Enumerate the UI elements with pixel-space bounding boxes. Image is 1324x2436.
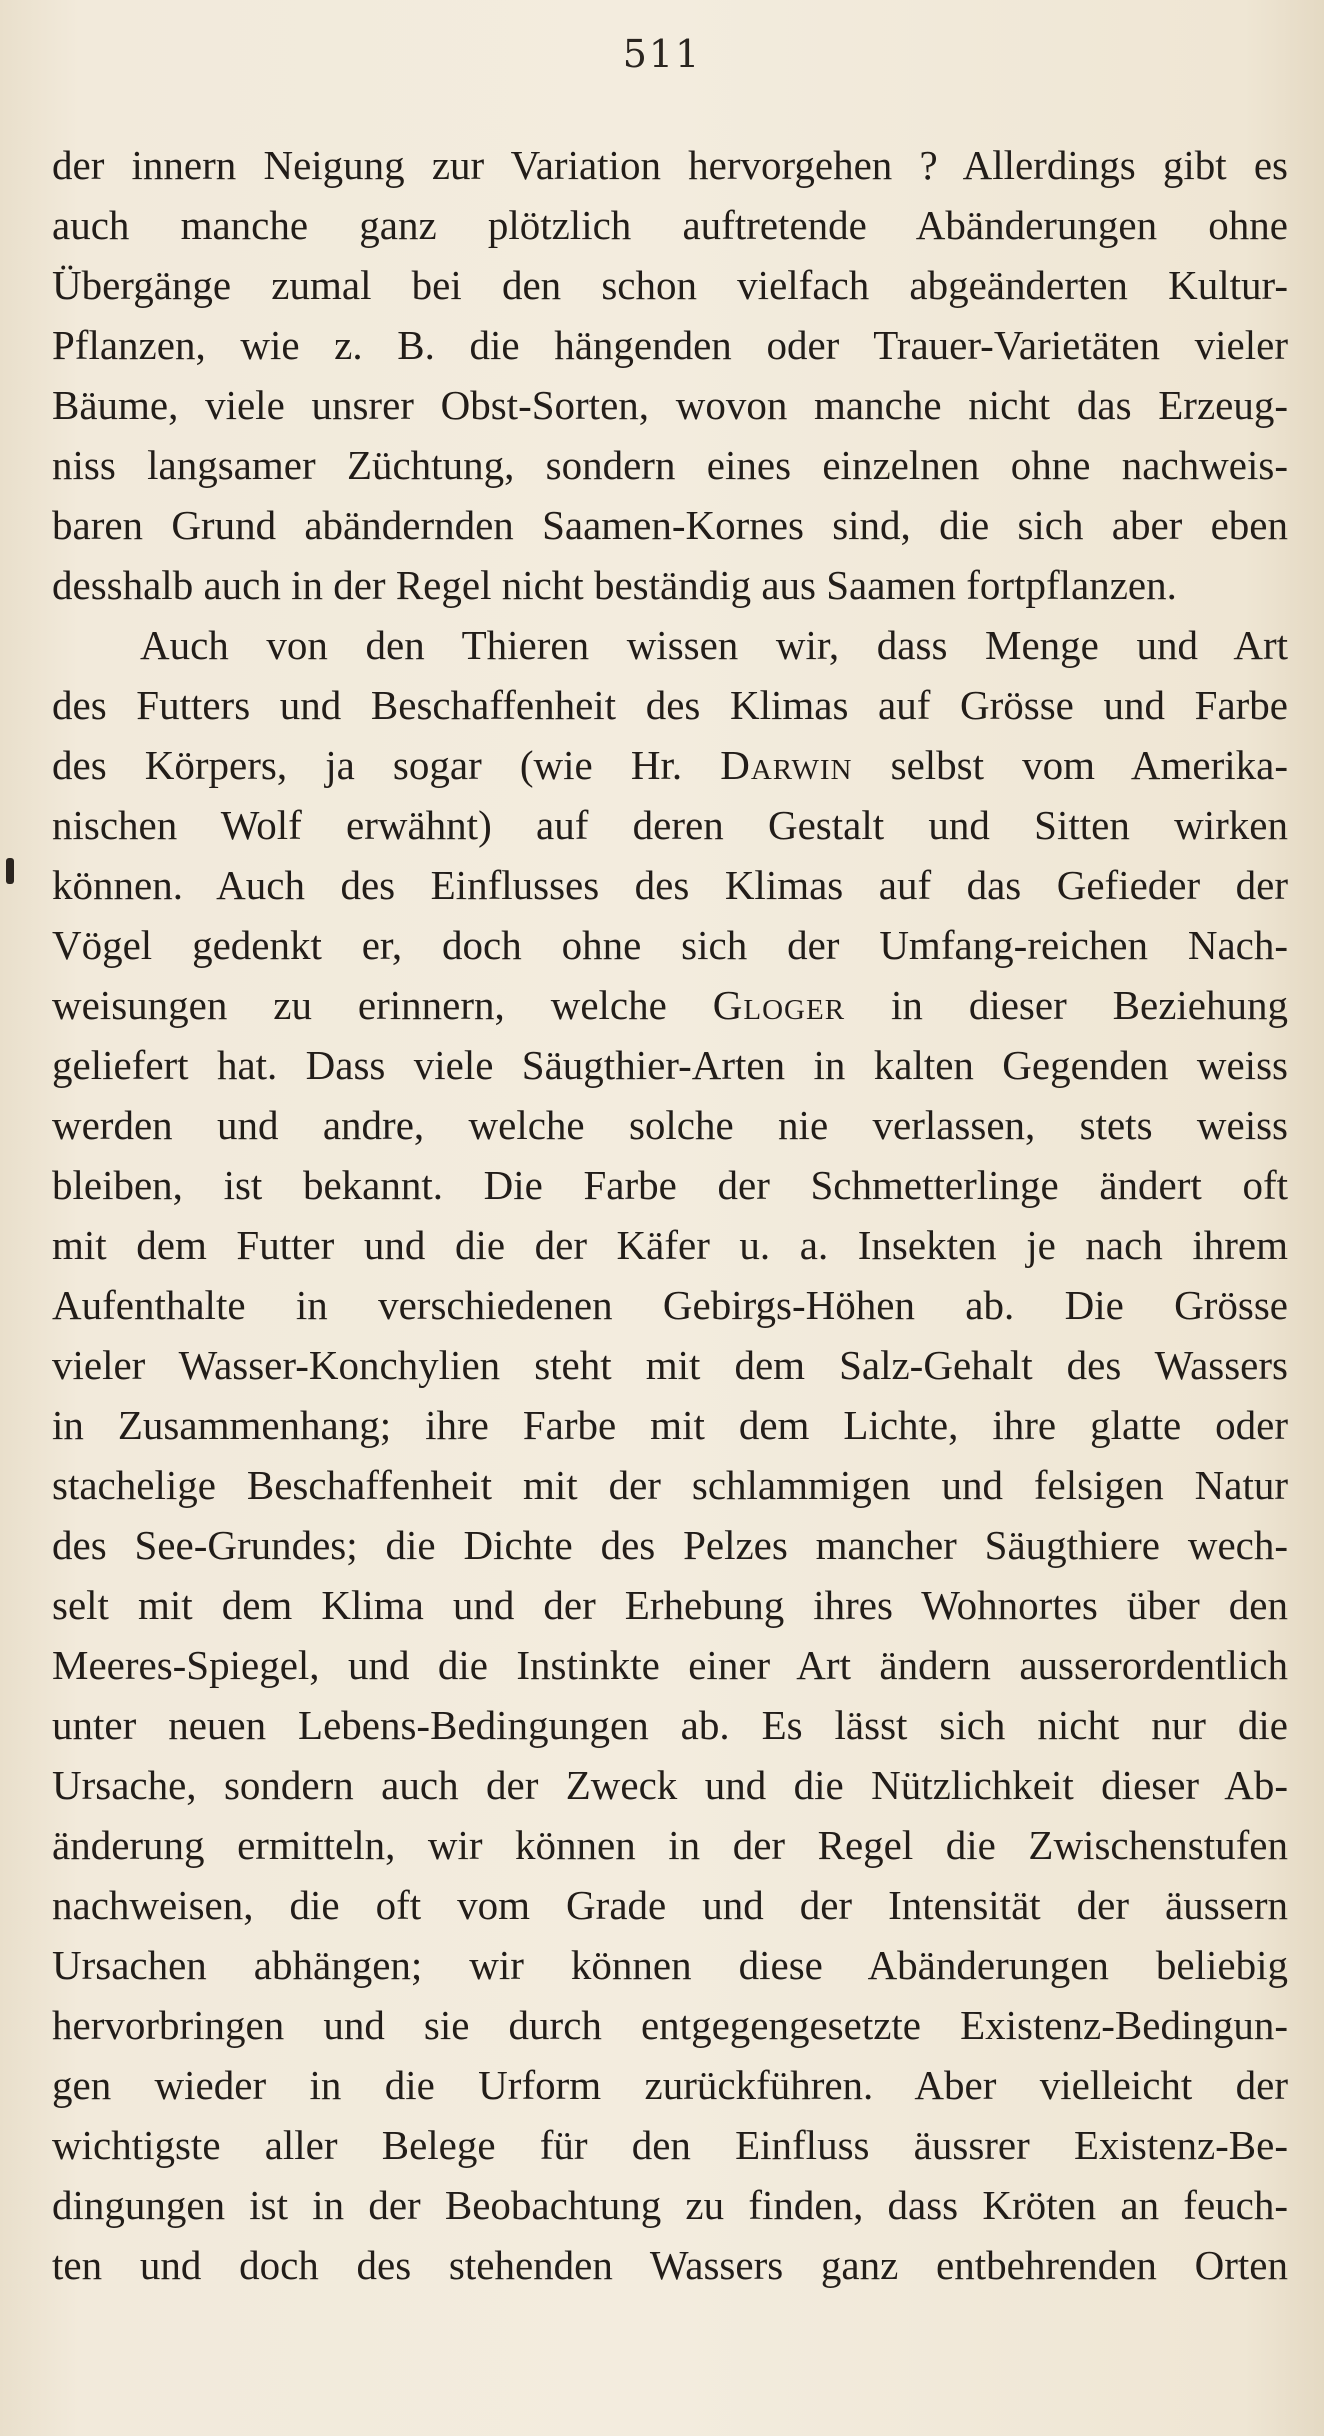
text-line-17: werden und andre, welche solche nie verlassen, stets weiss	[52, 1102, 1288, 1148]
text-line-7: baren Grund abändernden Saamen-Kornes sind, die sich aber eben	[52, 502, 1288, 548]
text-line-10: des Futters und Beschaffenheit des Klimas auf Grösse und Farbe	[52, 682, 1288, 728]
text-line-22: in Zusammenhang; ihre Farbe mit dem Lichte, ihre glatte oder	[52, 1402, 1288, 1448]
text-line-2: auch manche ganz plötzlich auftretende Abänderungen ohne	[52, 202, 1288, 248]
text-line-9: Auch von den Thieren wissen wir, dass Menge und Art	[140, 622, 1288, 668]
text-line-35: dingungen ist in der Beobachtung zu finden, dass Kröten an feuch-	[52, 2182, 1288, 2228]
text-line-11-start: des Körpers, ja sogar (wie Hr.	[52, 742, 721, 788]
text-line-27: unter neuen Lebens-Bedingungen ab. Es lässt sich nicht nur die	[52, 1702, 1288, 1748]
text-line-12: nischen Wolf erwähnt) auf deren Gestalt und Sitten wirken	[52, 802, 1288, 848]
text-line-4: Pflanzen, wie z. B. die hängenden oder Trauer-Varietäten vieler	[52, 322, 1288, 368]
text-line-21: vieler Wasser-Konchylien steht mit dem Salz-Gehalt des Wassers	[52, 1342, 1288, 1388]
text-line-31: Ursachen abhängen; wir können diese Abänderungen beliebig	[52, 1942, 1288, 1988]
text-line-29: änderung ermitteln, wir können in der Regel die Zwischenstufen	[52, 1822, 1288, 1868]
author-name-darwin: Darwin	[720, 742, 853, 788]
text-line-8: desshalb auch in der Regel nicht beständig aus Saamen fortpflanzen.	[52, 562, 1177, 608]
text-line-15-start: weisungen zu erinnern, welche	[52, 982, 713, 1028]
text-line-1: der innern Neigung zur Variation hervorgehen ? Allerdings gibt es	[52, 142, 1288, 188]
text-line-14: Vögel gedenkt er, doch ohne sich der Umfang-reichen Nach-	[52, 922, 1288, 968]
text-line-23: stachelige Beschaffenheit mit der schlammigen und felsigen Natur	[52, 1462, 1288, 1508]
page-number: 511	[622, 32, 702, 76]
text-line-20: Aufenthalte in verschiedenen Gebirgs-Höhen ab. Die Grösse	[52, 1282, 1288, 1328]
text-line-24: des See-Grundes; die Dichte des Pelzes mancher Säugthiere wech-	[52, 1522, 1288, 1568]
text-line-18: bleiben, ist bekannt. Die Farbe der Schmetterlinge ändert oft	[52, 1162, 1288, 1208]
text-line-13: können. Auch des Einflusses des Klimas auf das Gefieder der	[52, 862, 1288, 908]
text-line-15	[52, 980, 1288, 1030]
text-line-25: selt mit dem Klima und der Erhebung ihres Wohnortes über den	[52, 1582, 1288, 1628]
text-line-33: gen wieder in die Urform zurückführen. Aber vielleicht der	[52, 2062, 1288, 2108]
text-line-19: mit dem Futter und die der Käfer u. a. Insekten je nach ihrem	[52, 1222, 1288, 1268]
text-line-11	[52, 740, 1288, 790]
text-line-15-end: in dieser Beziehung	[845, 982, 1288, 1028]
margin-mark	[6, 858, 14, 884]
text-line-16: geliefert hat. Dass viele Säugthier-Arten in kalten Gegenden weiss	[52, 1042, 1288, 1088]
text-line-36: ten und doch des stehenden Wassers ganz entbehrenden Orten	[52, 2242, 1288, 2288]
text-line-3: Übergänge zumal bei den schon vielfach abgeänderten Kultur-	[52, 262, 1288, 308]
text-line-11-end: selbst vom Amerika-	[852, 742, 1288, 788]
text-line-5: Bäume, viele unsrer Obst-Sorten, wovon manche nicht das Erzeug-	[52, 382, 1288, 428]
text-line-28: Ursache, sondern auch der Zweck und die Nützlichkeit dieser Ab-	[52, 1762, 1288, 1808]
text-line-34: wichtigste aller Belege für den Einfluss äussrer Existenz-Be-	[52, 2122, 1288, 2168]
text-line-32: hervorbringen und sie durch entgegengesetzte Existenz-Bedingun-	[52, 2002, 1288, 2048]
text-line-26: Meeres-Spiegel, und die Instinkte einer Art ändern ausserordentlich	[52, 1642, 1288, 1688]
text-line-30: nachweisen, die oft vom Grade und der Intensität der äussern	[52, 1882, 1288, 1928]
author-name-gloger: Gloger	[712, 982, 846, 1028]
text-line-6: niss langsamer Züchtung, sondern eines einzelnen ohne nachweis-	[52, 442, 1288, 488]
